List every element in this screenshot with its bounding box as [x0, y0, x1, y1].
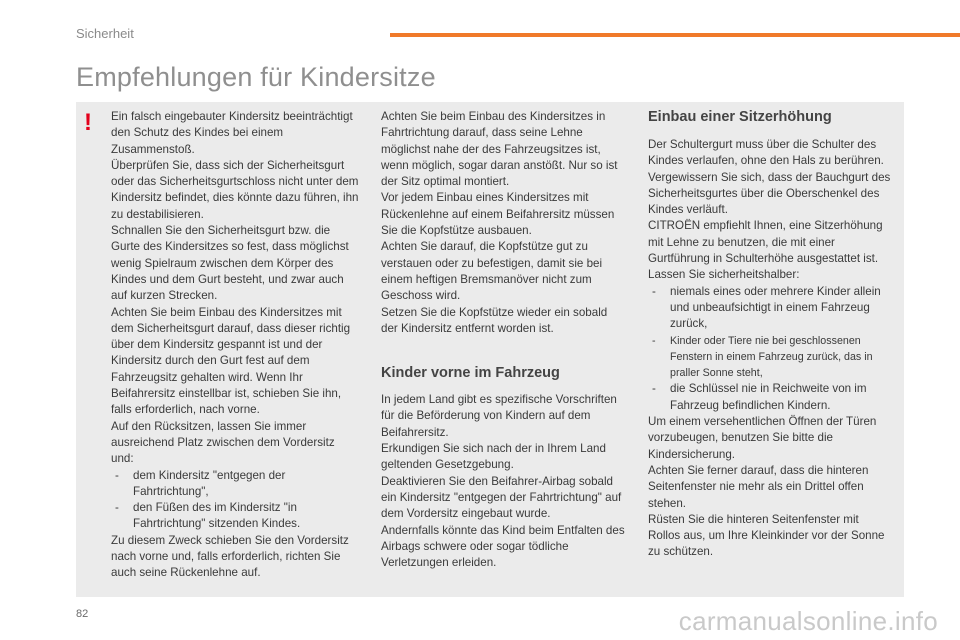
warning-column	[111, 109, 359, 582]
list-item: - die Schlüssel nie in Reichweite von im Fahrzeug befindlichen Kindern.	[648, 381, 893, 414]
paragraph: Der Schultergurt muss über die Schulter des Kindes verlaufen, ohne den Hals zu berühren.	[648, 138, 884, 168]
paragraph: Um einem versehentlichen Öffnen der Türen vorzubeugen, benutzen Sie bitte die Kindersicherung.	[648, 415, 877, 461]
paragraph: Achten Sie beim Einbau des Kindersitzes in Fahrtrichtung darauf, dass seine Lehne möglichst nahe der des Fahrzeugsitzes ist, wenn möglich, sogar daran anstößt. Nur so ist der Sitz optimal montiert.	[381, 110, 618, 189]
right-column	[648, 107, 893, 561]
paragraph: Achten Sie ferner darauf, dass die hinteren Seitenfenster nie mehr als ein Drittel offen stehen.	[648, 463, 869, 510]
paragraph: Überprüfen Sie, dass sich der Sicherheitsgurt oder das Sicherheitsgurtschloss nicht unter dem Kindersitz befindet, dies könnte dazu führen, ihn zu destabilisieren.	[111, 158, 359, 221]
paragraph: In jedem Land gibt es spezifische Vorschriften für die Beförderung von Kindern auf dem Beifahrersitz.	[381, 393, 617, 439]
paragraph: Rüsten Sie die hinteren Seitenfenster mit Rollos aus, um Ihre Kleinkinder vor der Sonne zu schützen.	[648, 512, 885, 559]
paragraph: CITROËN empfiehlt Ihnen, eine Sitzerhöhung mit Lehne zu benutzen, die mit einer Gurtführung in Schulterhöhe ausgestattet ist.	[648, 219, 883, 266]
middle-column	[381, 109, 626, 571]
paragraph: Achten Sie beim Einbau des Kindersitzes mit dem Sicherheitsgurt darauf, dass dieser richtig über dem Kindersitz gespannt ist und der Kindersitz durch den Gurt fest auf dem Fahrzeugsitz gehalten wird. Wenn Ihr Beifahrersitz einstellbar ist, schieben Sie ihn, falls erforderlich, nach vorne.	[111, 305, 351, 417]
paragraph: Achten Sie darauf, die Kopfstütze gut zu verstauen oder zu befestigen, damit sie bei einem heftigen Bremsmanöver nicht zum Geschoss wird.	[381, 240, 603, 303]
paragraph: Auf den Rücksitzen, lassen Sie immer ausreichend Platz zwischen dem Vordersitz und:	[111, 419, 335, 466]
paragraph: Schnallen Sie den Sicherheitsgurt bzw. die Gurte des Kindersitzes so fest, dass möglichst wenig Spielraum zwischen dem Körper des Kindes und dem Gurt besteht, und zwar auch auf kurzen Strecken.	[111, 224, 349, 303]
exclamation-warning-icon: !	[84, 109, 92, 136]
paragraph: Ein falsch eingebauter Kindersitz beeinträchtigt den Schutz des Kindes bei einem Zusammenstoß.	[111, 110, 353, 156]
paragraph: Erkundigen Sie sich nach der in Ihrem Land geltenden Gesetzgebung.	[381, 442, 606, 472]
paragraph: Deaktivieren Sie den Beifahrer-Airbag sobald ein Kindersitz "entgegen der Fahrtrichtung" auf dem Vordersitz eingebaut wurde.	[381, 474, 622, 521]
section-heading-children-front: Kinder vorne im Fahrzeug	[381, 365, 560, 382]
paragraph: Vergewissern Sie sich, dass der Bauchgurt des Sicherheitsgurtes über die Oberschenkel des Kindes verläuft.	[648, 170, 891, 217]
paragraph: Andernfalls könnte das Kind beim Entfalten des Airbags schwere oder sogar tödliche Verletzungen erleiden.	[381, 523, 625, 570]
paragraph: Zu diesem Zweck schieben Sie den Vordersitz nach vorne und, falls erforderlich, richten Sie auch seine Rückenlehne auf.	[111, 533, 349, 580]
section-label: Sicherheit	[76, 26, 134, 41]
paragraph: Vor jedem Einbau eines Kindersitzes mit Rückenlehne auf einem Beifahrersitz müssen Sie die Kopfstütze ausbauen.	[381, 191, 615, 238]
list-item: - dem Kindersitz "entgegen der Fahrtrichtung",	[111, 468, 359, 501]
section-heading-booster-seat: Einbau einer Sitzerhöhung	[648, 109, 832, 125]
paragraph: Lassen Sie sicherheitshalber:	[648, 268, 800, 282]
page-number: 82	[76, 608, 89, 620]
list-item: - Kinder oder Tiere nie bei geschlossenen Fenstern in einem Fahrzeug zurück, das in praller Sonne steht,	[648, 333, 893, 382]
page-title: Empfehlungen für Kindersitze	[76, 62, 436, 92]
header-accent-rule	[390, 33, 960, 37]
watermark: carmanualsonline.info	[678, 606, 938, 636]
list-item: - niemals eines oder mehrere Kinder allein und unbeaufsichtigt in einem Fahrzeug zurück,	[648, 284, 893, 333]
paragraph: Setzen Sie die Kopfstütze wieder ein sobald der Kindersitz entfernt worden ist.	[381, 305, 608, 335]
list-item: - den Füßen des im Kindersitz "in Fahrtrichtung" sitzenden Kindes.	[111, 500, 359, 533]
